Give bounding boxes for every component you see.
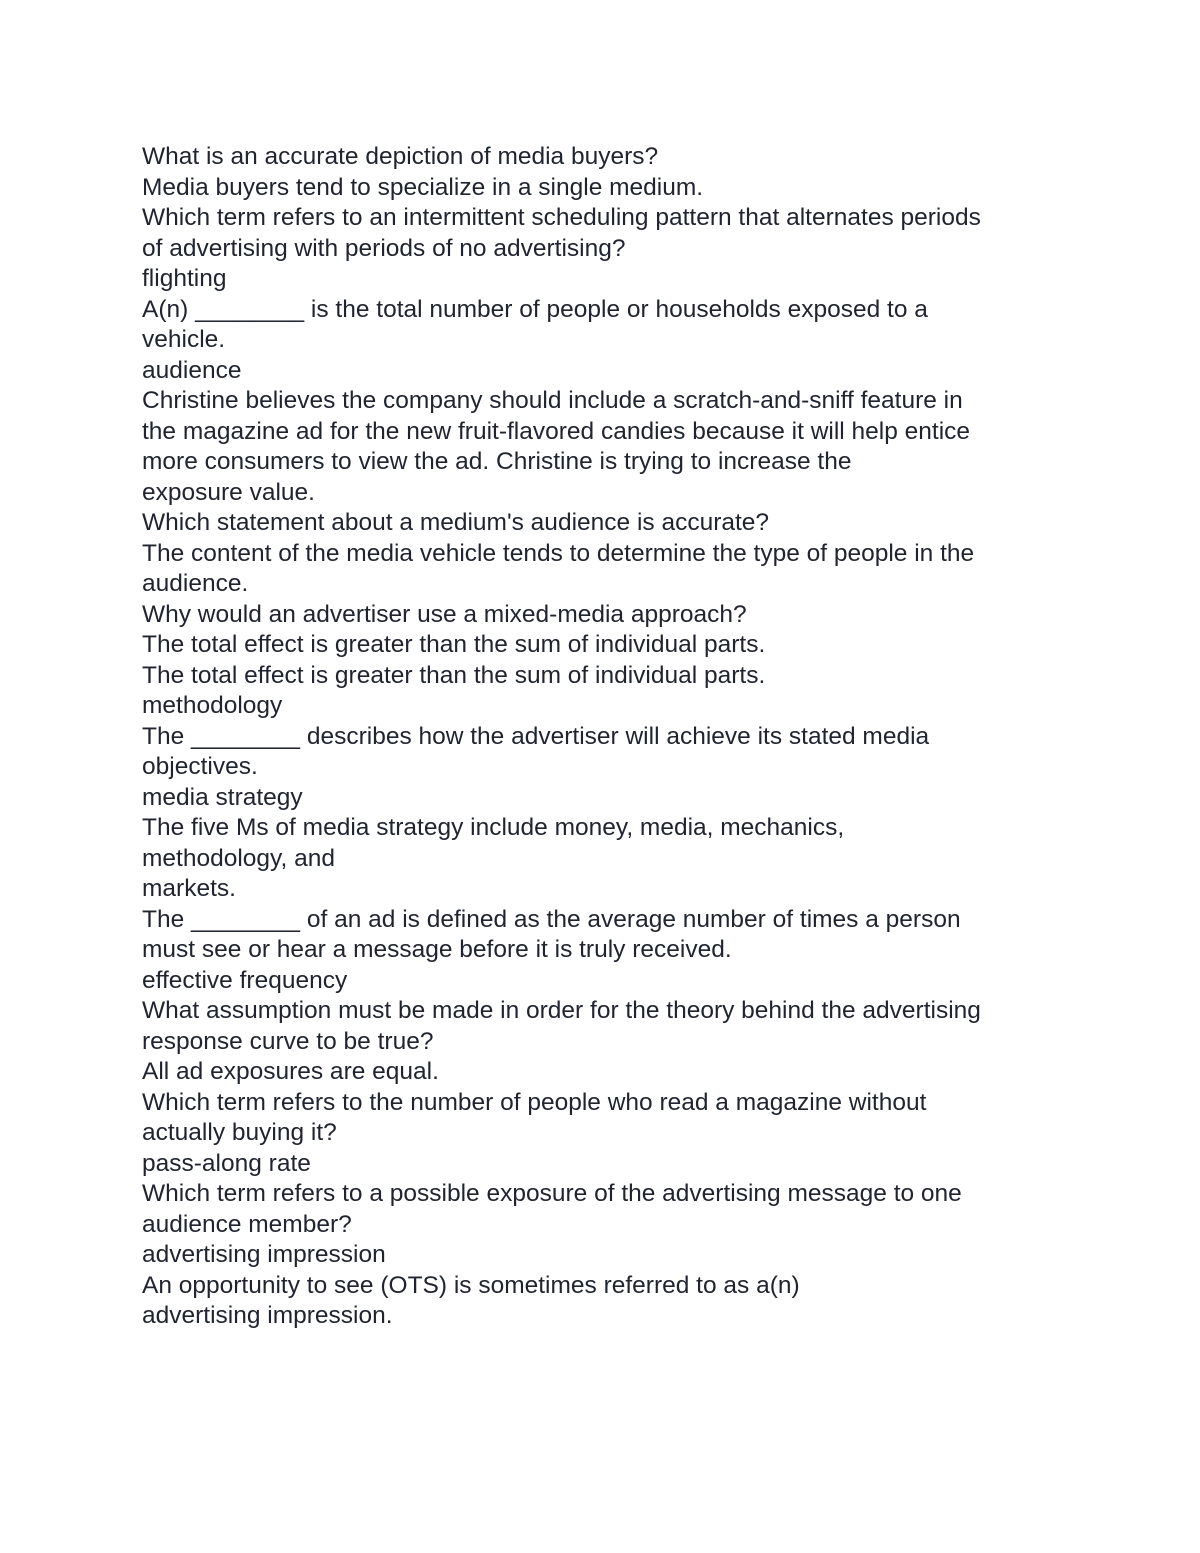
text-line: must see or hear a message before it is truly received. <box>142 936 732 963</box>
text-line: advertising impression <box>142 1241 386 1268</box>
text-line: What assumption must be made in order for the theory behind the advertising <box>142 997 981 1024</box>
text-line: effective frequency <box>142 966 348 994</box>
text-line: more consumers to view the ad. Christine is trying to increase the <box>142 448 852 475</box>
text-line: methodology, and <box>142 844 335 872</box>
text-line: The five Ms of media strategy include money, media, mechanics, <box>142 814 845 841</box>
text-line: media strategy <box>142 783 303 811</box>
text-line: Which term refers to a possible exposure of the advertising message to one <box>142 1180 962 1207</box>
text-line: advertising impression. <box>142 1302 393 1329</box>
text-line: Which statement about a medium's audience is accurate? <box>142 509 770 536</box>
text-line: audience <box>142 356 242 384</box>
text-line: What is an accurate depiction of media buyers? <box>142 143 659 170</box>
text-line: A(n) ________ is the total number of people or households exposed to a <box>142 295 928 323</box>
text-line: The total effect is greater than the sum of individual parts. <box>142 661 766 689</box>
text-line: markets. <box>142 875 236 902</box>
text-line: of advertising with periods of no advertising? <box>142 234 626 262</box>
text-line: The ________ describes how the advertiser will achieve its stated media <box>142 722 930 750</box>
text-line: methodology <box>142 692 283 719</box>
text-line: The ________ of an ad is defined as the average number of times a person <box>142 905 961 933</box>
document-text <box>142 142 1072 1332</box>
text-line: objectives. <box>142 753 258 780</box>
text-line: All ad exposures are equal. <box>142 1058 439 1085</box>
text-line: The total effect is greater than the sum of individual parts. <box>142 631 766 658</box>
text-line: Which term refers to the number of people who read a magazine without <box>142 1088 927 1116</box>
text-line: Which term refers to an intermittent scheduling pattern that alternates periods <box>142 204 981 231</box>
text-line: response curve to be true? <box>142 1027 434 1055</box>
text-line: the magazine ad for the new fruit-flavored candies because it will help entice <box>142 417 971 445</box>
text-line: An opportunity to see (OTS) is sometimes referred to as a(n) <box>142 1271 800 1299</box>
text-line: flighting <box>142 265 227 292</box>
text-line: pass-along rate <box>142 1149 311 1177</box>
text-line: exposure value. <box>142 478 315 506</box>
text-line: vehicle. <box>142 326 226 353</box>
text-line: Why would an advertiser use a mixed-media approach? <box>142 600 747 628</box>
text-line: The content of the media vehicle tends to determine the type of people in the <box>142 539 975 567</box>
text-line: actually buying it? <box>142 1119 337 1146</box>
text-line: Media buyers tend to specialize in a single medium. <box>142 173 704 201</box>
text-line: audience member? <box>142 1210 352 1238</box>
text-line: audience. <box>142 570 249 597</box>
text-line: Christine believes the company should include a scratch-and-sniff feature in <box>142 387 963 414</box>
